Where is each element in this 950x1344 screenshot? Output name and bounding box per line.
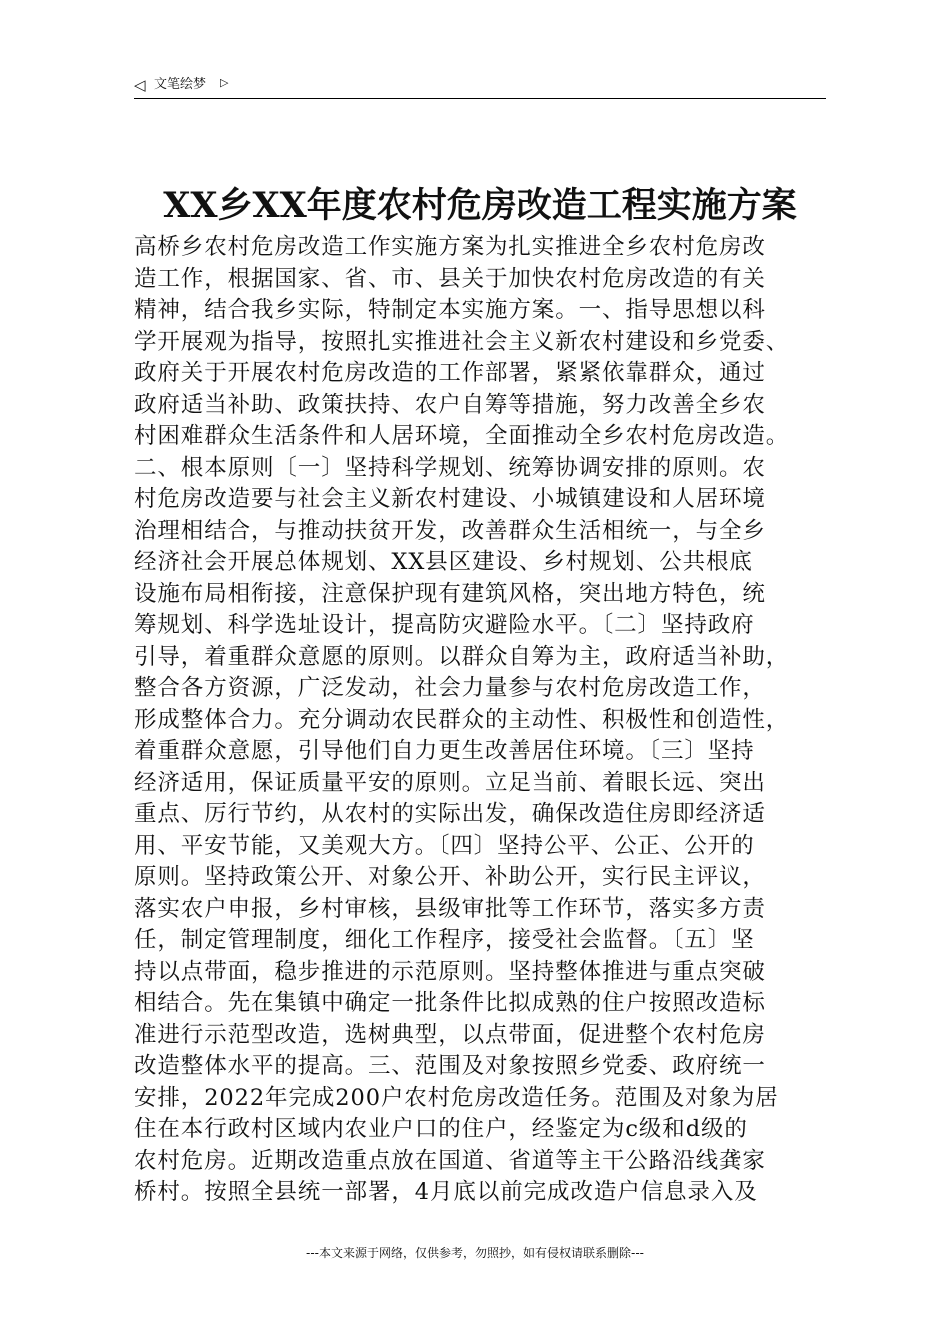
body-line: 政府关于开展农村危房改造的工作部署，紧紧依靠群众，通过: [134, 360, 766, 386]
body-line: 精神，结合我乡实际，特制定本实施方案。一、指导思想以科: [134, 297, 766, 323]
body-line: 设施布局相衔接，注意保护现有建筑风格，突出地方特色，统: [134, 580, 766, 607]
body-line: 筹规划、科学选址设计，提高防灾避险水平。〔二〕坚持政府: [134, 612, 755, 638]
body-line: 政府适当补助、政策扶持、农户自筹等措施，努力改善全乡农: [134, 391, 766, 418]
triangle-left-icon: ◁: [134, 76, 146, 94]
body-line: 原则。坚持政策公开、对象公开、补助公开，实行民主评议，: [134, 864, 766, 890]
body-line: 安排，2022年完成200户农村危房改造任务。范围及对象为居: [134, 1084, 779, 1111]
body-line: 着重群众意愿，引导他们自力更生改善居住环境。〔三〕坚持: [134, 738, 755, 764]
body-line: 学开展观为指导，按照扎实推进社会主义新农村建设和乡党委、: [134, 328, 790, 355]
body-line: 整合各方资源，广泛发动，社会力量参与农村危房改造工作，: [134, 675, 766, 701]
body-line: 农村危房。近期改造重点放在国道、省道等主干公路沿线龚家: [134, 1147, 766, 1174]
body-line: 村困难群众生活条件和人居环境，全面推动全乡农村危房改造。: [134, 423, 790, 449]
triangle-right-icon: ▷: [220, 76, 229, 89]
document-title: XX乡XX年度农村危房改造工程实施方案: [163, 185, 797, 226]
page-header: [134, 72, 826, 99]
body-line: 任，制定管理制度，细化工作程序，接受社会监督。〔五〕坚: [134, 927, 755, 953]
body-line: 高桥乡农村危房改造工作实施方案为扎实推进全乡农村危房改: [134, 234, 766, 260]
body-line: 桥村。按照全县统一部署，4月底以前完成改造户信息录入及: [134, 1179, 758, 1205]
body-line: 落实农户申报，乡村审核，县级审批等工作环节，落实多方责: [134, 895, 766, 922]
body-line: 持以点带面，稳步推进的示范原则。坚持整体推进与重点突破: [134, 958, 766, 985]
body-line: 经济社会开展总体规划、XX县区建设、乡村规划、公共根底: [134, 549, 753, 575]
body-line: 住在本行政村区域内农业户口的住户，经鉴定为c级和d级的: [134, 1116, 748, 1142]
body-line: 用、平安节能，又美观大方。〔四〕坚持公平、公正、公开的: [134, 832, 755, 859]
body-line: 造工作，根据国家、省、市、县关于加快农村危房改造的有关: [134, 265, 766, 292]
body-line: 准进行示范型改造，选树典型，以点带面，促进整个农村危房: [134, 1021, 766, 1048]
footer-notice: ---本文来源于网络，仅供参考，勿照抄，如有侵权请联系删除---: [306, 1246, 644, 1260]
body-line: 相结合。先在集镇中确定一批条件比拟成熟的住户按照改造标: [134, 990, 766, 1016]
body-line: 形成整体合力。充分调动农民群众的主动性、积极性和创造性，: [134, 706, 790, 733]
body-line: 重点、厉行节约，从农村的实际出发，确保改造住房即经济适: [134, 801, 766, 827]
body-line: 二、根本原则〔一〕坚持科学规划、统筹协调安排的原则。农: [134, 454, 766, 481]
document-body: [134, 232, 839, 1209]
body-line: 治理相结合，与推动扶贫开发，改善群众生活相统一，与全乡: [134, 517, 766, 544]
body-line: 村危房改造要与社会主义新农村建设、小城镇建设和人居环境: [134, 486, 766, 512]
body-line: 改造整体水平的提高。三、范围及对象按照乡党委、政府统一: [134, 1053, 766, 1079]
body-line: 经济适用，保证质量平安的原则。立足当前、着眼长远、突出: [134, 769, 766, 796]
body-line: 引导，着重群众意愿的原则。以群众自筹为主，政府适当补助，: [134, 643, 790, 670]
header-brand: 文笔绘梦: [154, 77, 207, 92]
